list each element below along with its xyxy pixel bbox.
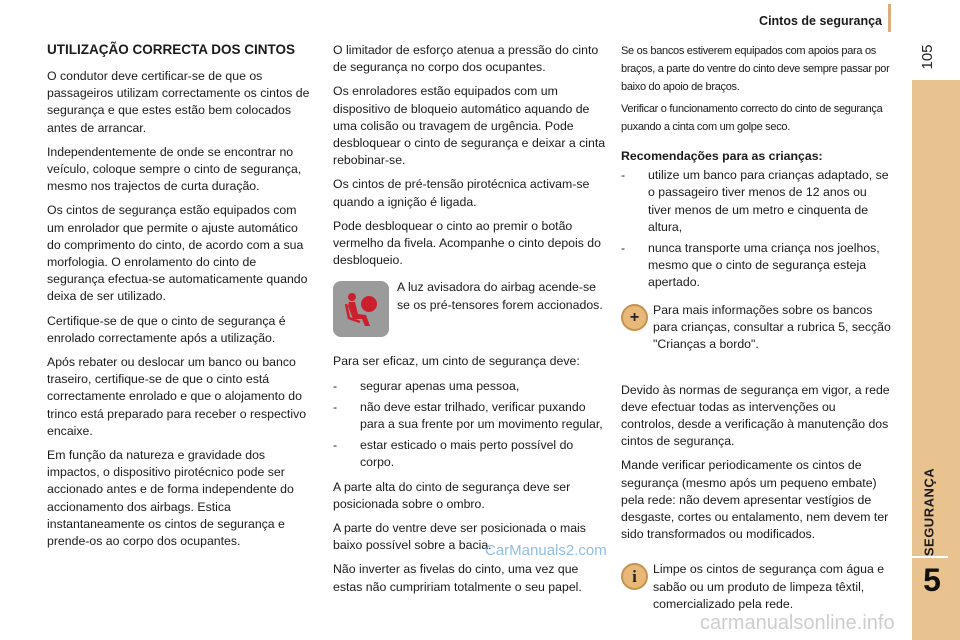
- paragraph: Os enroladores estão equipados com um dispositivo de bloqueio automático aquando de uma colisão ou travagem de urgência. Pode desbloquear o cinto de segurança e deixar a cinta rebobinar-se.: [333, 84, 606, 168]
- cleaning-notice-text: Limpe os cintos de segurança com água e sabão ou um produto de limpeza têxtil, comercializado pela rede.: [653, 562, 885, 611]
- paragraph: A parte alta do cinto de segurança deve ser posicionada sobre o ombro.: [333, 479, 571, 511]
- armrest-notes: [621, 42, 891, 136]
- paragraph: Após rebater ou deslocar um banco ou banco traseiro, certifique-se de que o cinto está correctamente enrolado e que o alojamento do trinco está preparado para receber o respectivo encaixe.: [47, 355, 307, 438]
- paragraph: Devido às normas de segurança em vigor, a rede deve efectuar todas as intervenções ou controlos, desde a verificação à manutenção dos cintos de segurança.: [621, 382, 890, 449]
- page-number-text: 105: [919, 44, 936, 70]
- page-number: [908, 42, 948, 72]
- section-number: 5: [923, 562, 941, 598]
- list-item: - nunca transporte uma criança nos joelhos, mesmo que o cinto de segurança esteja apertado.: [621, 240, 891, 292]
- watermark-small: CarManuals2.com: [485, 542, 607, 559]
- page-header-title: Cintos de segurança: [759, 14, 882, 28]
- section-heading: UTILIZAÇÃO CORRECTA DOS CINTOS: [47, 42, 295, 57]
- paragraph: O limitador de esforço atenua a pressão do cinto de segurança no corpo dos ocupantes.: [333, 43, 599, 75]
- child-seat-notice: [621, 302, 891, 360]
- airbag-notice: [333, 279, 608, 337]
- watermark-large: carmanualsonline.info: [700, 612, 895, 634]
- small-paragraph: Verificar o funcionamento correcto do cinto de segurança puxando a cinta com um golpe seco.: [621, 103, 883, 133]
- children-list: [621, 167, 891, 291]
- list-item: - não deve estar trilhado, verificar puxando para a sua frente por um movimento regular,: [333, 399, 608, 433]
- paragraph: Os cintos de segurança estão equipados com um enrolador que permite o ajuste automático do comprimento do cinto, de acordo com a sua morfologia. O enrolamento do cinto de segurança efectua-se automaticamente quando deixa de ser utilizado.: [47, 203, 308, 304]
- paragraph: Em função da natureza e gravidade dos impactos, o dispositivo pirotécnico pode ser accionado antes e de forma independente do accionamento dos airbags. Estica instantaneamente os cintos de segurança e prende-os ao corpo dos ocupantes.: [47, 448, 294, 549]
- paragraph: Mande verificar periodicamente os cintos de segurança (mesmo após um pequeno embate) pela rede: não devem apresentar vestígios de desgaste, cortes ou entalamento, nem devem ter sido transformados ou modificados.: [621, 458, 889, 542]
- cleaning-notice: [621, 561, 891, 619]
- section-label: [916, 462, 942, 562]
- effective-intro: Para ser eficaz, um cinto de segurança deve:: [333, 354, 580, 369]
- paragraph: O condutor deve certificar-se de que os passageiros utilizam correctamente os cintos de segurança e que estes estão bem colocados antes de arrancar.: [47, 69, 310, 135]
- list-item: - segurar apenas uma pessoa,: [333, 378, 608, 395]
- info-icon: i: [621, 563, 648, 590]
- children-heading: Recomendações para as crianças:: [621, 149, 823, 163]
- airbag-notice-text: A luz avisadora do airbag acende-se se os pré-tensores forem accionados.: [397, 280, 603, 312]
- column-right: [621, 42, 891, 640]
- section-divider: [912, 556, 948, 558]
- column-left: [47, 42, 313, 557]
- list-item: - utilize um banco para crianças adaptado, se o passageiro tiver menos de 12 anos ou tiver menos de um metro e cinquenta de altura,: [621, 167, 891, 236]
- paragraph: Não inverter as fivelas do cinto, uma vez que estas não cumpririam totalmente o seu papel.: [333, 562, 582, 594]
- list-item: - estar esticado o mais perto possível do corpo.: [333, 437, 608, 471]
- paragraph: Independentemente de onde se encontrar no veículo, coloque sempre o cinto de segurança, mesmo nos trajectos de curta duração.: [47, 144, 302, 194]
- paragraph: Os cintos de pré-tensão pirotécnica activam-se quando a ignição é ligada.: [333, 177, 590, 209]
- airbag-warning-icon: [333, 281, 389, 337]
- small-paragraph: Se os bancos estiverem equipados com apoios para os braços, a parte do ventre do cinto deve sempre passar por baixo do apoio de braços.: [621, 45, 890, 93]
- paragraph: Pode desbloquear o cinto ao premir o botão vermelho da fivela. Acompanhe o cinto depois do desbloqueio.: [333, 218, 601, 268]
- plus-icon: +: [621, 304, 648, 331]
- header-divider: [888, 4, 891, 32]
- section-label-text: SEGURANÇA: [921, 467, 937, 557]
- paragraph: A parte do ventre deve ser posicionada o mais baixo possível sobre a bacia.: [333, 521, 586, 553]
- column-middle: [333, 42, 608, 603]
- paragraph: Certifique-se de que o cinto de segurança é enrolado correctamente após a utilização.: [47, 313, 286, 345]
- child-seat-notice-text: Para mais informações sobre os bancos para crianças, consultar a rubrica 5, secção "Crianças a bordo".: [653, 302, 891, 352]
- effective-list: [333, 378, 608, 472]
